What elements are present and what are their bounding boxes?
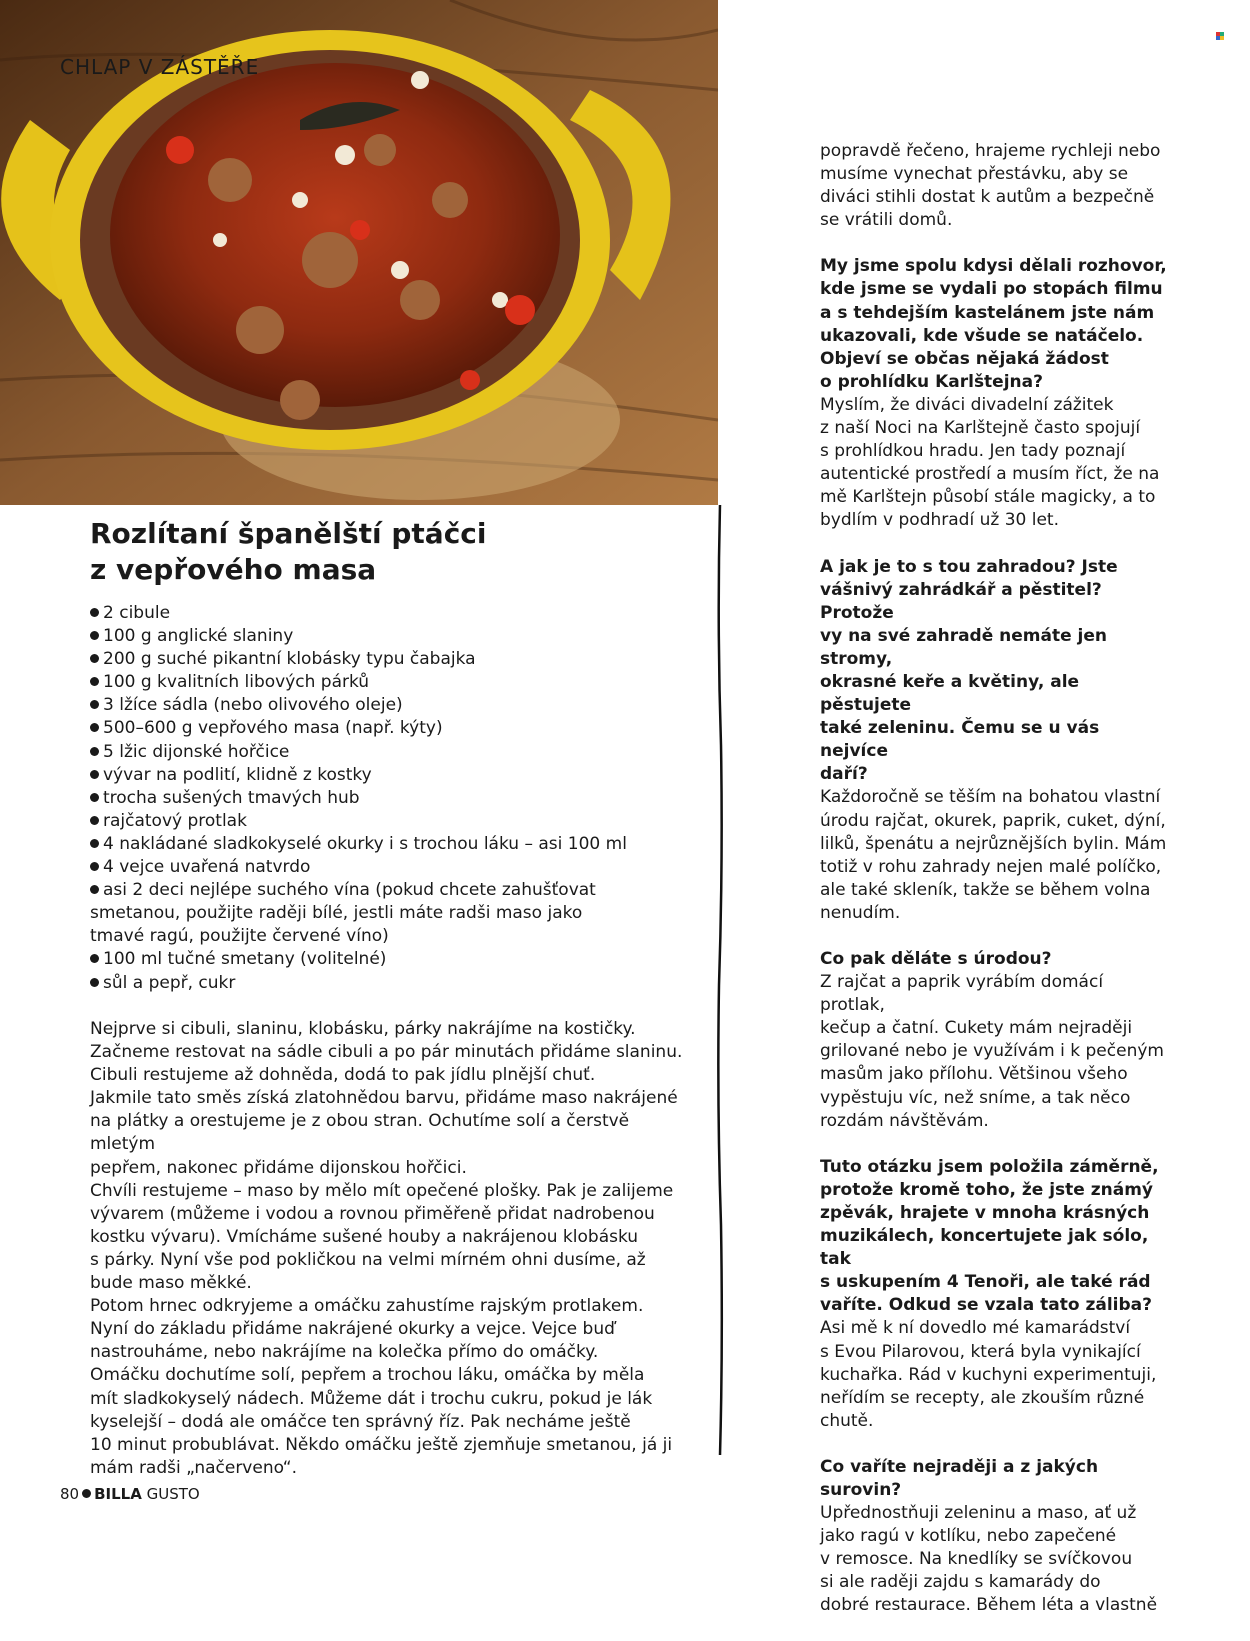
interview-question-line: o prohlídku Karlštejna? [820, 371, 1043, 392]
interview-question-line: muzikálech, koncertujete jak sólo, tak [820, 1226, 1149, 1270]
method-line: Začneme restovat na sádle cibuli a po pár minutách přidáme slaninu. [90, 1042, 683, 1063]
ingredient-item: vývar na podlití, klidně z kostky [90, 764, 690, 787]
interview-answer-line: Upřednostňuji zeleninu a maso, ať už [820, 1503, 1137, 1524]
ingredient-item: 100 g kvalitních libových párků [90, 671, 690, 694]
interview-answer-line: s Evou Pilarovou, která byla vynikající [820, 1341, 1141, 1362]
bullet-icon [90, 677, 99, 686]
interview-question-line: zpěvák, hrajete v mnoha krásných [820, 1202, 1150, 1223]
method-line: kyselejší – dodá ale omáčce ten správný říz. Pak necháme ještě [90, 1411, 631, 1432]
interview-block [820, 556, 1170, 926]
interview-answer-line: neřídím se recepty, ale zkouším různé [820, 1387, 1145, 1408]
method-line: Potom hrnec odkryjeme a omáčku zahustíme rajským protlakem. [90, 1296, 644, 1317]
interview-answer-line: Z rajčat a paprik vyrábím domácí protlak, [820, 972, 1104, 1016]
interview-question-line: Tuto otázku jsem položila záměrně, [820, 1156, 1159, 1177]
method-line: s párky. Nyní vše pod pokličkou na velmi mírném ohni dusíme, až [90, 1249, 646, 1270]
interview-answer-line: ale také skleník, takže se během volna [820, 879, 1151, 900]
ingredient-item-continuation: smetanou, použijte raději bílé, jestli máte radši maso jako [90, 903, 583, 924]
method-line: Nyní do základu přidáme nakrájené okurky a vejce. Vejce buď [90, 1319, 615, 1340]
method-line: mám radši „načerveno“. [90, 1457, 297, 1478]
interview-answer-line: z naší Noci na Karlštejně často spojují [820, 418, 1141, 439]
interview-question-line: kde jsme se vydali po stopách filmu [820, 279, 1163, 300]
bullet-icon [90, 862, 99, 871]
method-line: nastrouháme, nebo nakrájíme na kolečka přímo do omáčky. [90, 1342, 599, 1363]
ingredient-item: 200 g suché pikantní klobásky typu čabajka [90, 648, 690, 671]
interview-answer-line: popravdě řečeno, hrajeme rychleji nebo [820, 141, 1161, 161]
ingredient-item-continuation: tmavé ragú, použijte červené víno) [90, 926, 389, 947]
interview-answer-line: nenudím. [820, 902, 901, 923]
interview-block [820, 948, 1170, 1133]
interview-answer-line: s prohlídkou hradu. Jen tady poznají [820, 441, 1126, 462]
bullet-icon [90, 793, 99, 802]
interview-question-line: Co vaříte nejraději a z jakých surovin? [820, 1456, 1099, 1500]
method-line: 10 minut probublávat. Někdo omáčku ještě zjemňuje smetanou, já ji [90, 1434, 673, 1455]
interview-answer-line: diváci stihli dostat k autům a bezpečně [820, 187, 1155, 208]
method-line: mít sladkokyselý nádech. Můžeme dát i trochu cukru, pokud je lák [90, 1388, 653, 1409]
interview-question-line: A jak je to s tou zahradou? Jste [820, 556, 1118, 577]
interview-answer-line: musíme vynechat přestávku, aby se [820, 164, 1129, 185]
interview-question-line: daří? [820, 764, 868, 785]
interview-question-line: My jsme spolu kdysi dělali rozhovor, [820, 256, 1167, 277]
ingredient-item: 3 lžíce sádla (nebo olivového oleje) [90, 694, 690, 717]
bullet-icon [90, 770, 99, 779]
recipe-title [90, 516, 630, 588]
ingredient-item: trocha sušených tmavých hub [90, 787, 690, 810]
recipe-title-line-2: z vepřového masa [90, 553, 377, 586]
interview-question-line: vy na své zahradě nemáte jen stromy, [820, 625, 1108, 669]
recipe-method [90, 1018, 690, 1480]
bullet-icon [90, 723, 99, 732]
ingredient-item: asi 2 deci nejlépe suchého vína (pokud chcete zahušťovat [90, 879, 690, 902]
bullet-icon [90, 978, 99, 987]
ingredient-item: 2 cibule [90, 602, 690, 625]
ingredient-item: 100 g anglické slaniny [90, 625, 690, 648]
method-line: Chvíli restujeme – maso by mělo mít opečené plošky. Pak je zalijeme [90, 1180, 674, 1201]
brand-name: BILLA [94, 1485, 142, 1503]
bullet-icon [90, 747, 99, 756]
interview-answer-line: totiž v rohu zahrady nejen malé políčko, [820, 856, 1162, 877]
interview-answer-line: se vrátili domů. [820, 210, 953, 231]
interview-answer-line: Každoročně se těším na bohatou vlastní [820, 787, 1161, 808]
interview-answer-line: lilků, špenátu a nejrůznějších bylin. Mám [820, 833, 1167, 854]
method-line: bude maso měkké. [90, 1273, 252, 1294]
method-line: Cibuli restujeme až dohněda, dodá to pak jídlu plnější chuť. [90, 1065, 596, 1086]
interview-answer-line: dobré restaurace. Během léta a vlastně [820, 1595, 1158, 1616]
interview-answer-line: v remosce. Na knedlíky se svíčkovou [820, 1549, 1133, 1570]
method-line: Omáčku dochutíme solí, pepřem a trochou láku, omáčka by měla [90, 1365, 645, 1386]
bullet-icon [90, 839, 99, 848]
method-line: pepřem, nakonec přidáme dijonskou hořčici. [90, 1157, 467, 1178]
ingredient-item: 4 vejce uvařená natvrdo [90, 856, 690, 879]
interview-question-line: ukazovali, kde všude se natáčelo. [820, 325, 1144, 346]
bullet-icon [90, 654, 99, 663]
method-line: vývarem (můžeme i vodou a rovnou přiměřeně přidat nadrobenou [90, 1203, 655, 1224]
column-divider [716, 505, 724, 1455]
interview-question-line: protože kromě toho, že jste známý [820, 1179, 1154, 1200]
interview-answer-line: úrodu rajčat, okurek, paprik, cuket, dýní, [820, 810, 1166, 831]
interview-column [820, 140, 1170, 1641]
bullet-icon [82, 1489, 91, 1498]
interview-answer-line: masům jako přílohu. Většinou všeho [820, 1064, 1128, 1085]
interview-answer-line: grilované nebo je využívám i k pečeným [820, 1041, 1164, 1062]
interview-block [820, 140, 1170, 232]
interview-answer-line: bydlím v podhradí už 30 let. [820, 510, 1059, 531]
ingredient-item: 4 nakládané sladkokyselé okurky i s trochou láku – asi 100 ml [90, 833, 690, 856]
method-line: na plátky a orestujeme je z obou stran. Ochutíme solí a čerstvě mletým [90, 1111, 630, 1155]
interview-block [820, 1456, 1170, 1618]
interview-answer-line: rozdám návštěvám. [820, 1110, 989, 1131]
interview-question-line: vášnivý zahrádkář a pěstitel? Protože [820, 579, 1102, 623]
bullet-icon [90, 608, 99, 617]
interview-block [820, 255, 1170, 532]
method-line: Nejprve si cibuli, slaninu, klobásku, párky nakrájíme na kostičky. [90, 1019, 636, 1039]
interview-answer-line: si ale raději zajdu s kamarády do [820, 1572, 1101, 1593]
color-marker-icon [1216, 32, 1226, 40]
interview-answer-line: jako ragú v kotlíku, nebo zapečené [820, 1526, 1117, 1547]
method-line: Jakmile tato směs získá zlatohnědou barvu, přidáme maso nakrájené [90, 1088, 678, 1109]
ingredient-item: 500–600 g vepřového masa (např. kýty) [90, 717, 690, 740]
ingredient-item: rajčatový protlak [90, 810, 690, 833]
interview-answer-line: mě Karlštejn působí stále magicky, a to [820, 487, 1156, 508]
page-footer [60, 1485, 200, 1503]
interview-question-line: vaříte. Odkud se vzala tato záliba? [820, 1295, 1152, 1316]
ingredient-item: sůl a pepř, cukr [90, 972, 690, 995]
bullet-icon [90, 816, 99, 825]
magazine-name: GUSTO [146, 1485, 200, 1503]
method-line: kostku vývaru). Vmícháme sušené houby a nakrájenou klobásku [90, 1226, 639, 1247]
interview-answer-line: kuchařka. Rád v kuchyni experimentuji, [820, 1364, 1157, 1385]
ingredient-item: 5 lžic dijonské hořčice [90, 741, 690, 764]
interview-question-line: a s tehdejším kastelánem jste nám [820, 302, 1155, 323]
recipe-title-line-1: Rozlítaní španělští ptáčci [90, 517, 487, 550]
page-number: 80 [60, 1485, 80, 1503]
interview-question-line: Co pak děláte s úrodou? [820, 949, 1052, 969]
bullet-icon [90, 885, 99, 894]
bullet-icon [90, 700, 99, 709]
interview-question-line: také zeleninu. Čemu se u vás nejvíce [820, 718, 1100, 762]
ingredients-list [90, 602, 690, 995]
interview-answer-line: kečup a čatní. Cukety mám nejraději [820, 1018, 1133, 1039]
interview-question-line: Objeví se občas nějaká žádost [820, 348, 1109, 369]
interview-answer-line: Myslím, že diváci divadelní zážitek [820, 394, 1114, 415]
interview-answer-line: chutě. [820, 1410, 874, 1431]
interview-question-line: s uskupením 4 Tenoři, ale také rád [820, 1272, 1151, 1293]
section-label: CHLAP V ZÁSTĚŘE [60, 55, 260, 79]
interview-answer-line: vypěstuju víc, než sníme, a tak něco [820, 1087, 1131, 1108]
interview-block [820, 1156, 1170, 1433]
interview-answer-line: autentické prostředí a musím říct, že na [820, 464, 1160, 485]
interview-question-line: okrasné keře a květiny, ale pěstujete [820, 671, 1080, 716]
interview-answer-line: Asi mě k ní dovedlo mé kamarádství [820, 1318, 1131, 1339]
ingredient-item: 100 ml tučné smetany (volitelné) [90, 948, 690, 971]
bullet-icon [90, 954, 99, 963]
bullet-icon [90, 631, 99, 640]
